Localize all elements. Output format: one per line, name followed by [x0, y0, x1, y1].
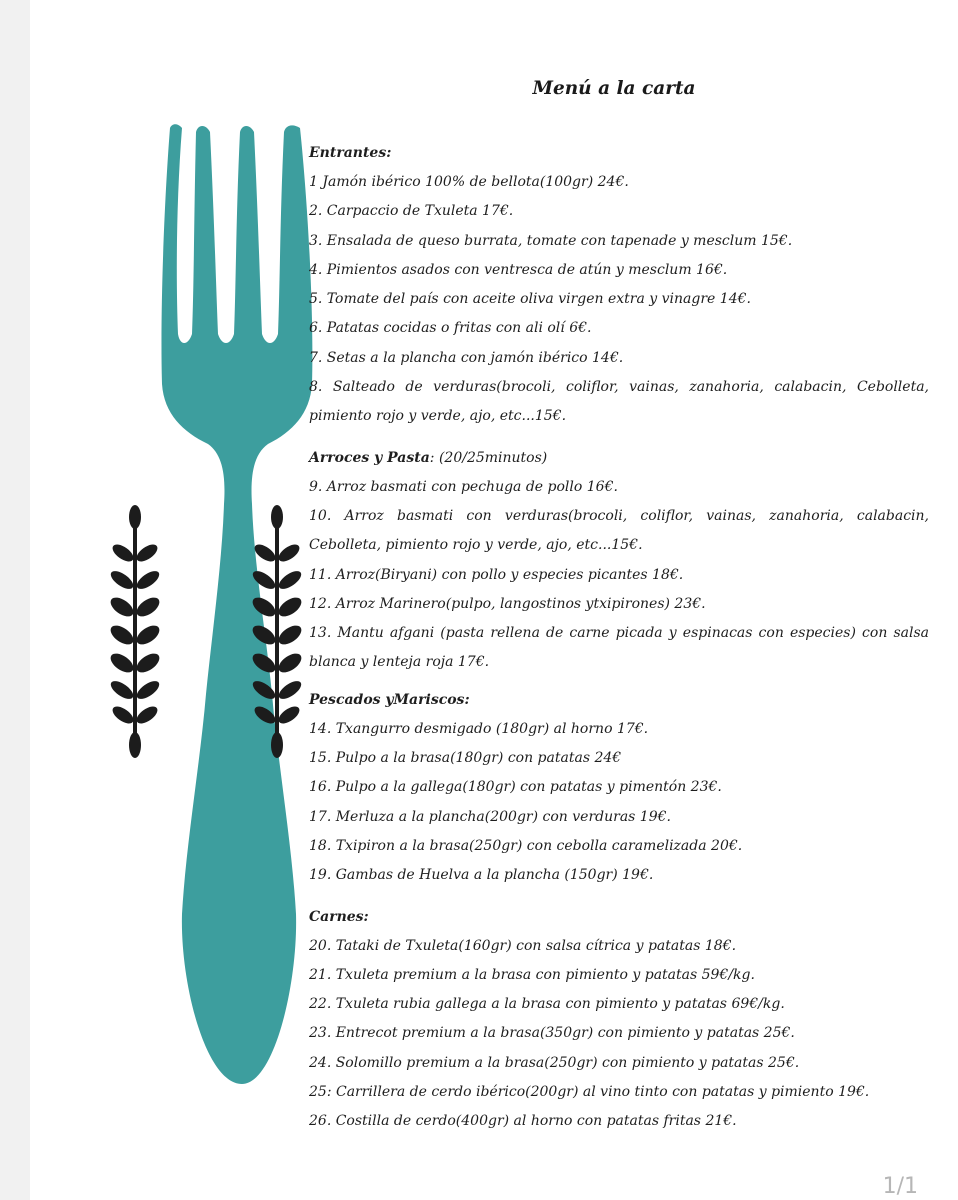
section-heading	[309, 686, 929, 715]
menu-item: 8. Salteado de verduras(brocoli, coliflor, vainas, zanahoria, calabacin, Cebolleta, pimiento rojo y verde, ajo, etc...15€.	[309, 379, 929, 425]
menu-item: 15. Pulpo a la brasa(180gr) con patatas 24€	[309, 750, 622, 767]
menu-content	[309, 139, 929, 1137]
left-sprig-icon	[110, 505, 160, 760]
menu-page	[30, 0, 958, 1200]
menu-item: 18. Txipiron a la brasa(250gr) con cebolla caramelizada 20€.	[309, 837, 743, 854]
menu-item: 3. Ensalada de queso burrata, tomate con tapenade y mesclum 15€.	[309, 232, 793, 249]
section-spacer	[309, 432, 929, 444]
menu-item: 24. Solomillo premium a la brasa(250gr) con pimiento y patatas 25€.	[309, 1054, 800, 1071]
page-indicator: 1/1	[882, 1174, 918, 1199]
section-heading-text: Entrantes:	[309, 145, 392, 161]
menu-item: 2. Carpaccio de Txuleta 17€.	[309, 203, 514, 220]
section-spacer	[309, 678, 929, 686]
menu-item: 11. Arroz(Biryani) con pollo y especies picantes 18€.	[309, 566, 684, 583]
section-entrantes	[309, 139, 929, 432]
section-note: : (20/25minutos)	[429, 449, 548, 466]
menu-item: 7. Setas a la plancha con jamón ibérico 14€.	[309, 349, 624, 366]
section-heading	[309, 903, 929, 932]
section-heading-text: Pescados yMariscos:	[309, 691, 470, 708]
section-heading-text: Arroces y Pasta	[309, 449, 430, 466]
menu-item: 23. Entrecot premium a la brasa(350gr) con pimiento y patatas 25€.	[309, 1025, 795, 1042]
section-pescados-mariscos	[309, 686, 929, 891]
section-arroces-pasta	[309, 444, 929, 678]
menu-item: 25: Carrillera de cerdo ibérico(200gr) al vino tinto con patatas y pimiento 19€.	[309, 1084, 870, 1101]
menu-item: 20. Tataki de Txuleta(160gr) con salsa cítrica y patatas 18€.	[309, 937, 737, 954]
section-heading-text: Carnes:	[309, 908, 369, 925]
section-heading	[309, 139, 929, 168]
menu-item: 9. Arroz basmati con pechuga de pollo 16€.	[309, 478, 618, 495]
menu-item: 17. Merluza a la plancha(200gr) con verduras 19€.	[309, 808, 671, 825]
menu-item: 4. Pimientos asados con ventresca de atún y mesclum 16€.	[309, 261, 728, 278]
menu-item: 16. Pulpo a la gallega(180gr) con patatas y pimentón 23€.	[309, 779, 722, 796]
menu-item: 12. Arroz Marinero(pulpo, langostinos ytxipirones) 23€.	[309, 595, 706, 612]
menu-item: 22. Txuleta rubia gallega a la brasa con pimiento y patatas 69€/kg.	[309, 996, 785, 1013]
right-sprig-icon	[252, 505, 302, 760]
menu-title: Menú a la carta	[532, 78, 696, 99]
menu-item: 21. Txuleta premium a la brasa con pimiento y patatas 59€/kg.	[309, 966, 755, 983]
menu-item: 1 Jamón ibérico 100% de bellota(100gr) 24€.	[309, 174, 629, 190]
section-heading	[309, 444, 929, 473]
menu-item: 5. Tomate del país con aceite oliva virgen extra y vinagre 14€.	[309, 291, 751, 308]
menu-item: 10. Arroz basmati con verduras(brocoli, coliflor, vainas, zanahoria, calabacin, Cebolleta, pimiento rojo y verde, ajo, etc...15€.	[309, 507, 929, 554]
menu-item: 13. Mantu afgani (pasta rellena de carne picada y espinacas con especies) con salsa blanca y lenteja roja 17€.	[309, 625, 929, 671]
menu-item: 19. Gambas de Huelva a la plancha (150gr) 19€.	[309, 867, 654, 884]
menu-item: 14. Txangurro desmigado (180gr) al horno 17€.	[309, 720, 649, 737]
menu-item: 26. Costilla de cerdo(400gr) al horno con patatas fritas 21€.	[309, 1113, 737, 1130]
section-spacer	[309, 891, 929, 903]
section-carnes	[309, 903, 929, 1137]
menu-item: 6. Patatas cocidas o fritas con ali olí 6€.	[309, 320, 592, 337]
